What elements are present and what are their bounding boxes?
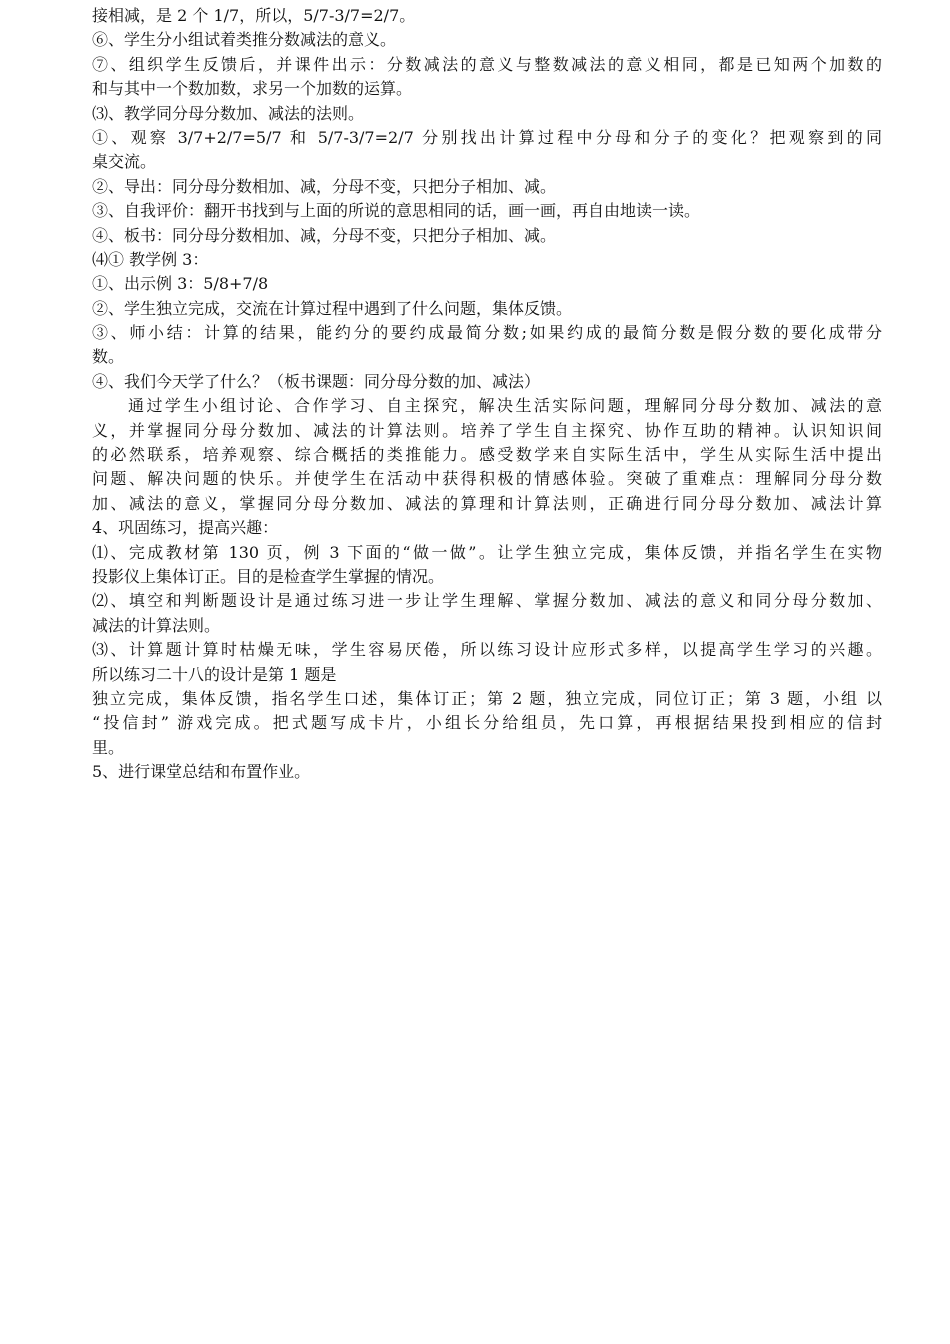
text-line: ④、我们今天学了什么？（板书课题：同分母分数的加、减法） (92, 371, 541, 391)
text-line: ④、板书：同分母分数相加、减，分母不变，只把分子相加、减。 (92, 225, 557, 245)
text-line: ⑵、填空和判断题设计是通过练习进一步让学生理解、掌握分数加、减法的意义和同分母分数加、 (92, 591, 882, 611)
text-line: 义，并掌握同分母分数加、减法的计算法则。培养了学生自主探究、协作互助的精神。认识知识间 (92, 420, 882, 440)
text-line: 的必然联系，培养观察、综合概括的类推能力。感受数学来自实际生活中，学生从实际生活中提出 (92, 445, 882, 465)
text-line: ②、导出：同分母分数相加、减，分母不变，只把分子相加、减。 (92, 176, 557, 196)
text-line: ③、师小结：计算的结果，能约分的要约成最简分数;如果约成的最简分数是假分数的要化成带分 (92, 323, 882, 343)
text-line: 数。 (92, 347, 125, 367)
text-line: 接相减，是 2 个 1/7，所以，5/7-3/7=2/7。 (92, 6, 416, 25)
text-line: 通过学生小组讨论、合作学习、自主探究，解决生活实际问题，理解同分母分数加、减法的意 (128, 396, 882, 416)
text-line: ①、出示例 3：5/8+7/8 (92, 274, 269, 294)
text-line: ③、自我评价：翻开书找到与上面的所说的意思相同的话，画一画，再自由地读一读。 (92, 201, 701, 221)
text-line: ⑶、教学同分母分数加、减法的法则。 (92, 103, 365, 123)
text-line: 投影仪上集体订正。目的是检查学生掌握的情况。 (92, 566, 445, 586)
text-line: 问题、解决问题的快乐。并使学生在活动中获得积极的情感体验。突破了重难点：理解同分母分数 (92, 469, 882, 489)
text-line: 所以练习二十八的设计是第 1 题是 (92, 664, 337, 684)
text-line: ①、观察 3/7+2/7=5/7 和 5/7-3/7=2/7 分别找出计算过程中分母和分子的变化？把观察到的同 (92, 127, 882, 147)
text-line: 5、进行课堂总结和布置作业。 (92, 762, 311, 782)
text-line: “投信封” 游戏完成。把式题写成卡片，小组长分给组员，先口算，再根据结果投到相应的信封 (92, 713, 882, 733)
text-line: ⑦、组织学生反馈后，并课件出示：分数减法的意义与整数减法的意义相同，都是已知两个加数的 (92, 54, 882, 74)
text-line: 里。 (92, 737, 125, 757)
text-line: 独立完成，集体反馈，指名学生口述，集体订正；第 2 题，独立完成，同位订正；第 3 题，小组 以 (92, 688, 882, 708)
text-line: 和与其中一个数加数，求另一个加数的运算。 (92, 79, 413, 99)
text-line: 4、巩固练习，提高兴趣： (92, 518, 279, 538)
text-line: ⑶、计算题计算时枯燥无味，学生容易厌倦，所以练习设计应形式多样，以提高学生学习的兴趣。 (92, 640, 882, 660)
document-body (92, 4, 882, 785)
text-line: 桌交流。 (92, 152, 157, 172)
text-line: ⑥、学生分小组试着类推分数减法的意义。 (92, 30, 397, 50)
text-line: 减法的计算法则。 (92, 615, 221, 635)
text-line: ②、学生独立完成，交流在计算过程中遇到了什么问题，集体反馈。 (92, 298, 573, 318)
text-line: ⑷① 教学例 3： (92, 249, 209, 269)
text-line: 加、减法的意义，掌握同分母分数加、减法的算理和计算法则，正确进行同分母分数加、减法计算 (92, 493, 882, 513)
text-line: ⑴、完成教材第 130 页，例 3 下面的“做一做”。让学生独立完成，集体反馈，并指名学生在实物 (92, 542, 882, 562)
